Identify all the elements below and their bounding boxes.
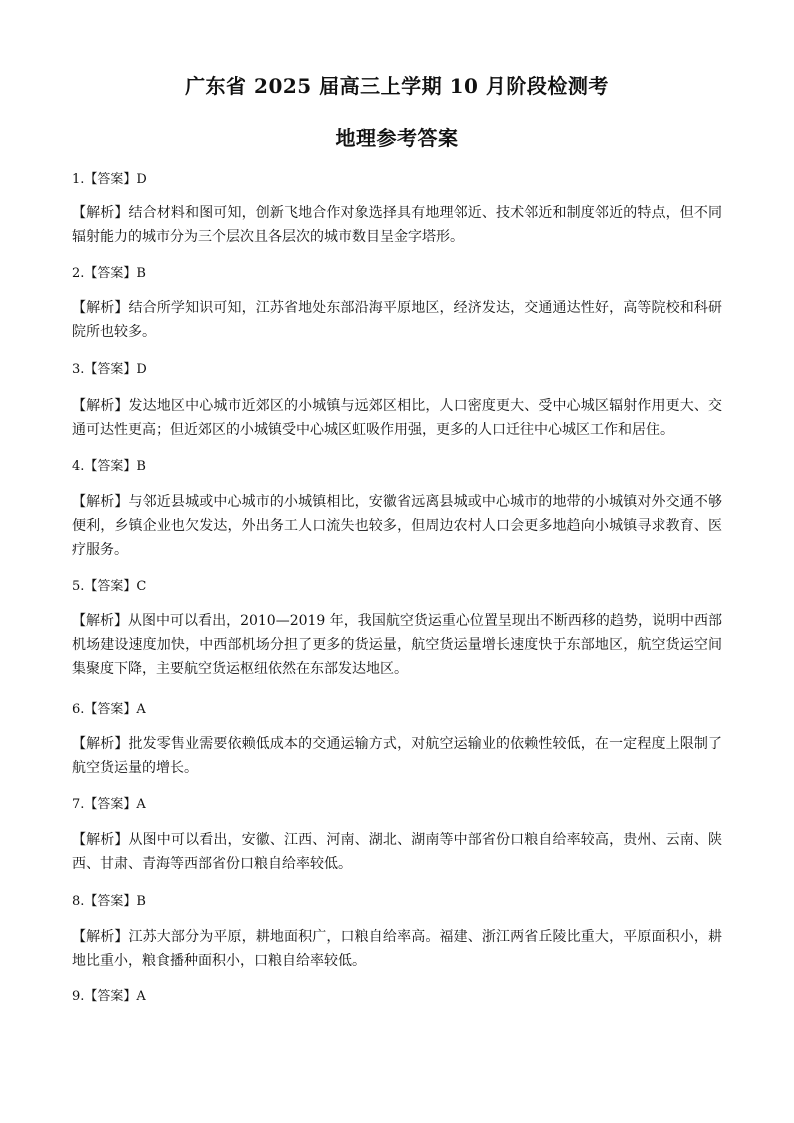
answer-8: 8.【答案】B: [72, 894, 146, 909]
explanation-1: 【解析】结合材料和图可知，创新飞地合作对象选择具有地理邻近、技术邻近和制度邻近的特点，但不同辐射能力的城市分为三个层次且各层次的城市数目呈金字塔形。: [72, 205, 722, 245]
answer-6: 6.【答案】A: [72, 702, 146, 717]
explanation-2: 【解析】结合所学知识可知，江苏省地处东部沿海平原地区，经济发达，交通通达性好，高等院校和科研院所也较多。: [72, 300, 722, 340]
answer-9: 9.【答案】A: [72, 989, 146, 1004]
page-subtitle: 地理参考答案: [335, 126, 459, 150]
answer-2: 2.【答案】B: [72, 266, 146, 281]
answer-4: 4.【答案】B: [72, 459, 146, 474]
answer-3: 3.【答案】D: [72, 362, 147, 377]
answer-5: 5.【答案】C: [72, 579, 147, 594]
answer-7: 7.【答案】A: [72, 797, 146, 812]
explanation-7: 【解析】从图中可以看出，安徽、江西、河南、湖北、湖南等中部省份口粮自给率较高，贵州、云南、陕西、甘肃、青海等西部省份口粮自给率较低。: [72, 832, 722, 872]
explanation-6: 【解析】批发零售业需要依赖低成本的交通运输方式，对航空运输业的依赖性较低，在一定程度上限制了航空货运量的增长。: [72, 736, 722, 776]
explanation-3: 【解析】发达地区中心城市近郊区的小城镇与远郊区相比，人口密度更大、受中心城区辐射作用更大、交通可达性更高；但近郊区的小城镇受中心城区虹吸作用强，更多的人口迁往中心城区工作和居住。: [72, 398, 722, 438]
page-title: 广东省 2025 届高三上学期 10 月阶段检测考: [185, 74, 609, 98]
explanation-4: 【解析】与邻近县城或中心城市的小城镇相比，安徽省远离县城或中心城市的地带的小城镇对外交通不够便利，乡镇企业也欠发达，外出务工人口流失也较多，但周边农村人口会更多地趋向小城镇寻求教育、医疗服务。: [72, 494, 722, 558]
answer-1: 1.【答案】D: [72, 172, 147, 187]
explanation-5: 【解析】从图中可以看出，2010—2019 年，我国航空货运重心位置呈现出不断西移的趋势，说明中西部机场建设速度加快，中西部机场分担了更多的货运量，航空货运量增长速度快于东部地区，航空货运空间集聚度下降，主要航空货运枢纽依然在东部发达地区。: [72, 613, 722, 677]
explanation-8: 【解析】江苏大部分为平原，耕地面积广，口粮自给率高。福建、浙江两省丘陵比重大，平原面积小，耕地比重小，粮食播种面积小，口粮自给率较低。: [72, 929, 722, 969]
